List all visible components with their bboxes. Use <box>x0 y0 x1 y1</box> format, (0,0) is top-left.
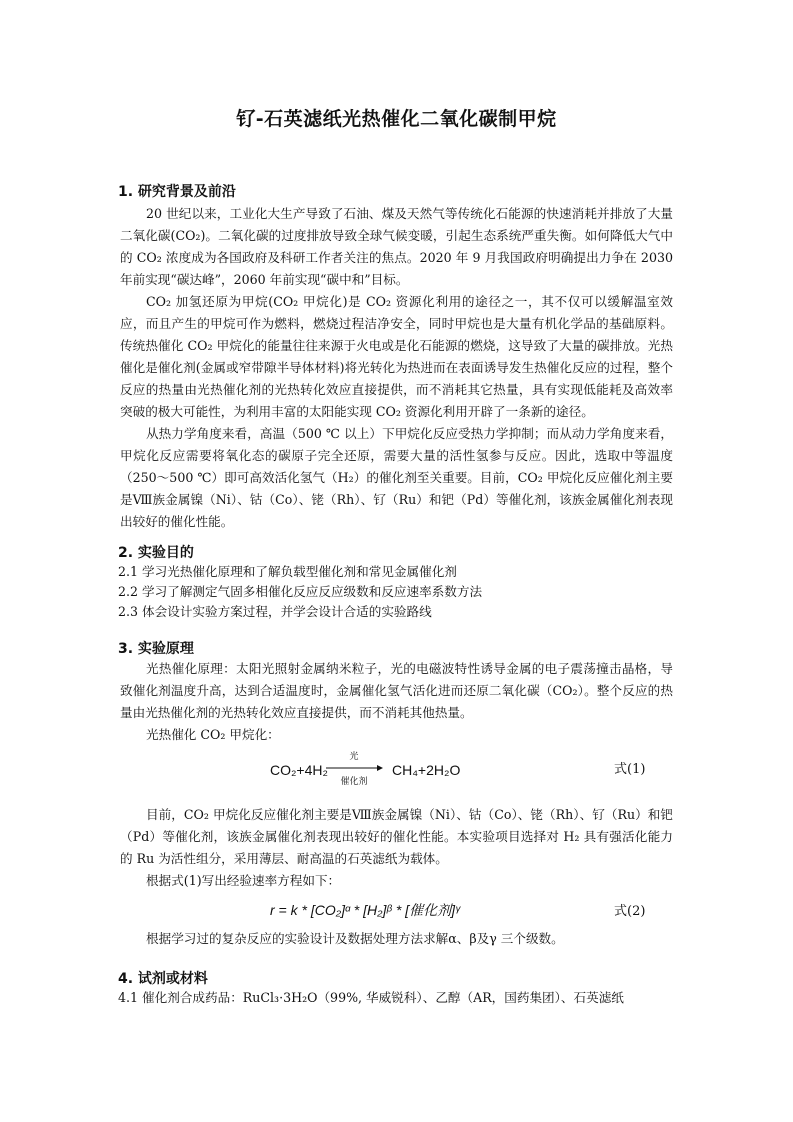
section-3-paragraph-3: 目前，CO₂ 甲烷化反应催化剂主要是Ⅷ族金属镍（Ni）、钴（Co）、铑（Rh）、钌（Ru）和钯（Pd）等催化剂，该族金属催化剂表现出较好的催化性能。本实验项目选择对 H₂ 具有强活化能力的 Ru 为活性组分，采用薄层、耐高温的石英滤纸为载体。 <box>120 807 673 866</box>
document-title: 钌-石英滤纸光热催化二氧化碳制甲烷 <box>236 108 557 130</box>
objective-item-2: 2.2 学习了解测定气固多相催化反应反应级数和反应速率系数方法 <box>118 584 483 599</box>
equation-2-label: 式(2) <box>614 904 646 919</box>
reaction-arrow <box>325 749 383 785</box>
section-1-paragraph-2: CO₂ 加氢还原为甲烷(CO₂ 甲烷化)是 CO₂ 资源化利用的途径之一，其不仅可以缓解温室效应，而且产生的甲烷可作为燃料，燃烧过程洁净安全，同时甲烷也是大量有机化学品的基础原料。传统热催化 CO₂ 甲烷化的能量往往来源于火电或是化石能源的燃烧，这导致了大量的碳排放。光热催化是催化剂(金属或窄带隙半导体材料)将光转化为热进而在表面诱导发生热催化反应的过程，整个反应的热量由光热催化剂的光热转化效应直接提供，而不消耗其它热量，具有实现低能耗及高效率突破的极大可能性，为利用丰富的太阳能实现 CO₂ 资源化利用开辟了一条新的途径。 <box>120 294 673 419</box>
objective-item-3: 2.3 体会设计实验方案过程，并学会设计合适的实验路线 <box>118 604 432 619</box>
materials-item-1: 4.1 催化剂合成药品：RuCl₃·3H₂O（99%, 华威锐科）、乙醇（AR，国药集团）、石英滤纸 <box>118 990 624 1005</box>
arrow-condition-light: 光 <box>349 752 359 762</box>
section-4-heading: 4. 试剂或材料 <box>118 971 208 987</box>
section-1-paragraph-1: 20 世纪以来，工业化大生产导致了石油、煤及天然气等传统化石能源的快速消耗并排放了大量二氧化碳(CO₂)。二氧化碳的过度排放导致全球气候变暖，引起生态系统严重失衡。如何降低大气中的 CO₂ 浓度成为各国政府及科研工作者关注的焦点。2020 年 9 月我国政府明确提出力争在 2030 年前实现“碳达峰”，2060 年前实现“碳中和”目标。 <box>120 206 673 287</box>
section-3-paragraph-1: 光热催化原理：太阳光照射金属纳米粒子，光的电磁波特性诱导金属的电子震荡撞击晶格，导致催化剂温度升高，达到合适温度时，金属催化氢气活化进而还原二氧化碳（CO₂）。整个反应的热量由光热催化剂的光热转化效应直接提供，而不消耗其他热量。 <box>120 661 673 720</box>
equation-2: r = k * [CO₂]ᵅ * [H₂]ᵝ * [催化剂]ᵞ <box>270 902 461 918</box>
arrow-condition-catalyst: 催化剂 <box>340 777 368 787</box>
section-3-heading: 3. 实验原理 <box>118 641 194 657</box>
section-1-heading: 1. 研究背景及前沿 <box>118 184 236 200</box>
equation-1-label: 式(1) <box>614 762 646 777</box>
section-3-paragraph-5: 根据学习过的复杂反应的实验设计及数据处理方法求解α、β及γ 三个级数。 <box>146 931 564 946</box>
equation-1-products: CH₄+2H₂O <box>392 762 461 778</box>
equation-1-reactants: CO₂+4H₂ <box>270 762 328 778</box>
section-3-paragraph-2: 光热催化 CO₂ 甲烷化： <box>146 727 280 742</box>
section-1-paragraph-3: 从热力学角度来看，高温（500 ℃ 以上）下甲烷化反应受热力学抑制；而从动力学角度来看，甲烷化反应需要将氧化态的碳原子完全还原，需要大量的活性氢参与反应。因此，选取中等温度（250～500 ℃）即可高效活化氢气（H₂）的催化剂至关重要。目前，CO₂ 甲烷化反应催化剂主要是Ⅷ族金属镍（Ni）、钴（Co）、铑（Rh）、钌（Ru）和钯（Pd）等催化剂，该族金属催化剂表现出较好的催化性能。 <box>120 426 673 529</box>
arrow-icon <box>325 763 383 773</box>
section-2-heading: 2. 实验目的 <box>118 545 194 561</box>
objective-item-1: 2.1 学习光热催化原理和了解负载型催化剂和常见金属催化剂 <box>118 564 457 579</box>
section-3-paragraph-4: 根据式(1)写出经验速率方程如下： <box>146 873 341 888</box>
